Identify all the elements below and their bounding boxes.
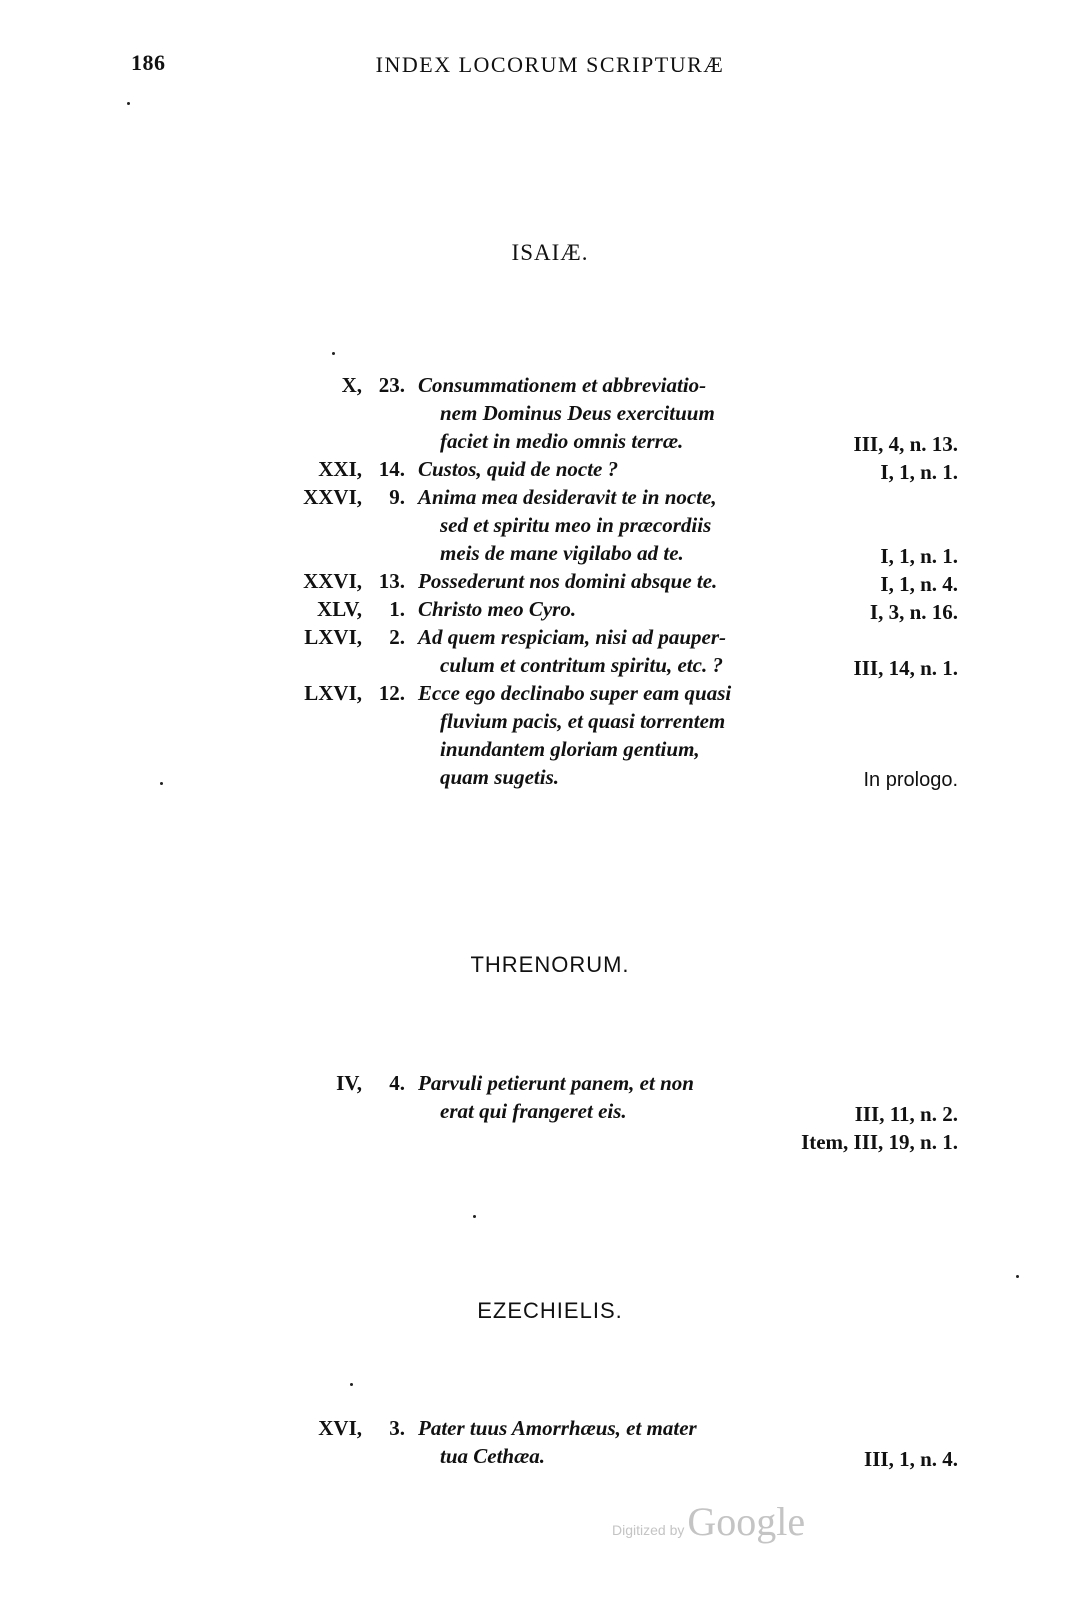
entry-reference: I, 1, n. 4.	[880, 572, 958, 596]
entry-verse: 23.	[378, 373, 405, 397]
entry-chapter: LXVI,	[304, 681, 362, 705]
entry-reference: I, 3, n. 16.	[869, 600, 958, 624]
running-title: INDEX LOCORUM SCRIPTURÆ	[375, 52, 725, 77]
scan-speck	[1016, 1275, 1019, 1278]
entry-verse: 3.	[389, 1416, 405, 1440]
entry-text-line: fluvium pacis, et quasi torrentem	[440, 709, 726, 733]
entry-text-line: Pater tuus Amorrhæus, et mater	[418, 1416, 697, 1440]
entry-chapter: LXVI,	[304, 625, 362, 649]
entry-extra-reference: Item, III, 19, n. 1.	[801, 1130, 958, 1154]
entry-text-line: tua Cethæa.	[440, 1444, 546, 1468]
entry-text-line: Ad quem respiciam, nisi ad pauper-	[418, 625, 727, 649]
entry-text-line: meis de mane vigilabo ad te.	[440, 541, 684, 565]
scan-speck	[473, 1215, 476, 1218]
entry-text-line: faciet in medio omnis terræ.	[440, 429, 684, 453]
entry-chapter: XXI,	[318, 457, 362, 481]
entry-chapter: IV,	[336, 1071, 362, 1095]
entry-text-line: Parvuli petierunt panem, et non	[418, 1071, 694, 1095]
entry-chapter: X,	[341, 373, 362, 397]
entry-verse: 12.	[378, 681, 405, 705]
entry-text-line: Custos, quid de nocte ?	[418, 457, 619, 481]
entry-chapter: XLV,	[317, 597, 362, 621]
entry-reference: III, 1, n. 4.	[864, 1447, 958, 1471]
entry-chapter: XXVI,	[303, 485, 362, 509]
entry-chapter: XXVI,	[303, 569, 362, 593]
entry-verse: 2.	[389, 625, 405, 649]
entry-reference: I, 1, n. 1.	[880, 460, 958, 484]
entry-verse: 14.	[378, 457, 405, 481]
entry-text-line: culum et contritum spiritu, etc. ?	[440, 653, 723, 677]
scan-speck	[332, 352, 335, 355]
entry-reference: III, 11, n. 2.	[854, 1102, 958, 1126]
watermark-prefix: Digitized by	[612, 1522, 685, 1538]
entry-verse: 13.	[378, 569, 405, 593]
entry-text-line: Anima mea desideravit te in nocte,	[418, 485, 717, 509]
page-number: 186	[131, 50, 166, 75]
entry-verse: 1.	[389, 597, 405, 621]
section-title-threnorum: THRENORUM.	[470, 952, 630, 977]
entry-text-line: Consummationem et abbreviatio-	[418, 373, 707, 397]
entry-text-line: inundantem gloriam gentium,	[440, 737, 700, 761]
entry-reference: III, 14, n. 1.	[853, 656, 958, 680]
google-logo: Google	[687, 1499, 806, 1544]
digitized-watermark	[612, 1498, 805, 1545]
entry-reference: III, 4, n. 13.	[853, 432, 958, 456]
entry-chapter: XVI,	[318, 1416, 362, 1440]
entry-reference: I, 1, n. 1.	[880, 544, 958, 568]
scan-speck	[350, 1383, 353, 1386]
entry-text-line: quam sugetis.	[440, 765, 560, 789]
entry-text-line: nem Dominus Deus exercituum	[440, 401, 715, 425]
scan-speck	[127, 102, 130, 105]
entry-text-line: Christo meo Cyro.	[418, 597, 577, 621]
scan-speck	[160, 782, 163, 785]
entry-verse: 9.	[389, 485, 405, 509]
entry-text-line: sed et spiritu meo in præcordiis	[440, 513, 712, 537]
section-title-ezechielis: EZECHIELIS.	[477, 1298, 623, 1323]
entry-text-line: erat qui frangeret eis.	[440, 1099, 627, 1123]
entry-text-line: Possederunt nos domini absque te.	[418, 569, 718, 593]
section-title-isaiae: ISAIÆ.	[511, 240, 589, 265]
entry-text-line: Ecce ego declinabo super eam quasi	[418, 681, 732, 705]
entry-reference: In prologo.	[863, 769, 958, 791]
entry-verse: 4.	[389, 1071, 405, 1095]
